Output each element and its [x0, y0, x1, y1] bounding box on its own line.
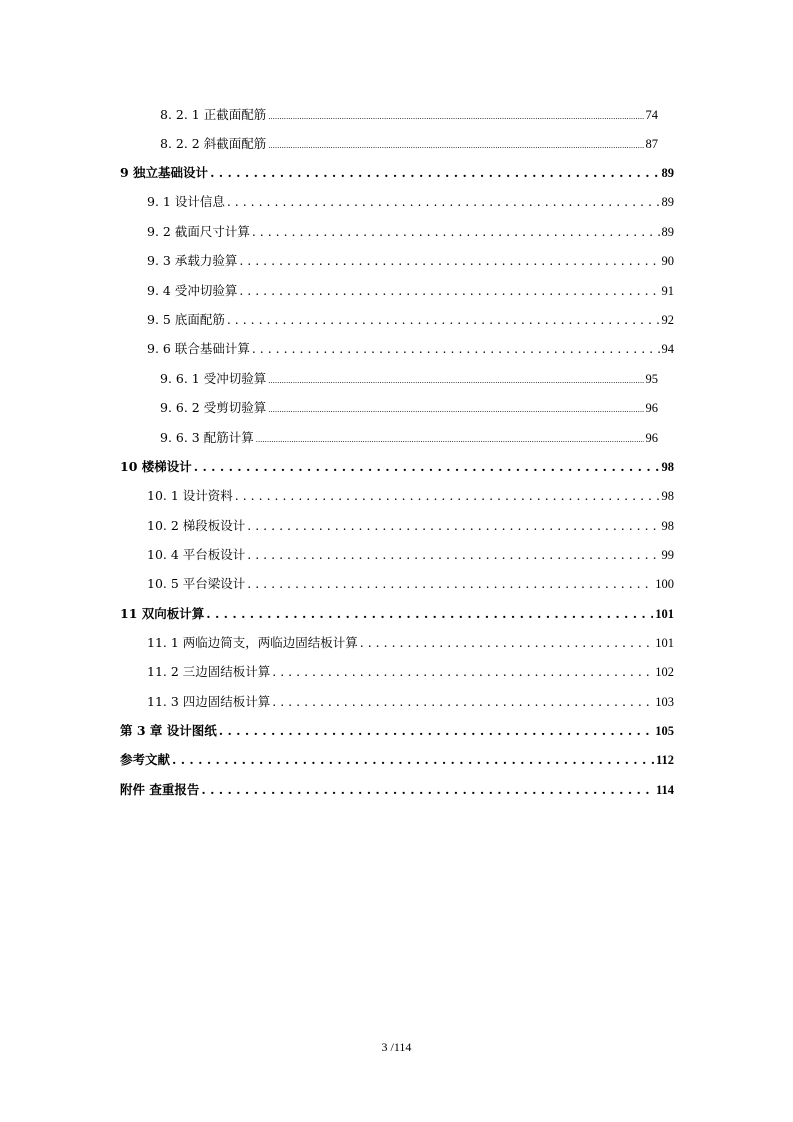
- toc-entry-label: 10. 1 设计资料: [147, 488, 233, 503]
- toc-entry-label: 10. 4 平台板设计: [147, 547, 246, 562]
- toc-entry[interactable]: [147, 192, 674, 212]
- toc-entry-page: 89: [661, 166, 674, 180]
- dot-leader: [247, 545, 659, 565]
- toc-entry-label: 11 双向板计算: [120, 606, 205, 621]
- toc-entry-page: 74: [645, 108, 658, 122]
- toc-entry[interactable]: [120, 780, 674, 800]
- dot-leader: [360, 633, 653, 653]
- dot-leader: [206, 604, 653, 624]
- toc-entry[interactable]: [120, 604, 674, 624]
- toc-entry[interactable]: [147, 486, 674, 506]
- toc-entry-page: 105: [655, 724, 674, 738]
- toc-entry-label: 9. 6. 2 受剪切验算: [160, 400, 267, 415]
- toc-entry-label: 10. 5 平台梁设计: [147, 576, 246, 591]
- toc-entry-page: 99: [661, 548, 674, 562]
- toc-entry-label: 11. 1 两临边简支，两临边固结板计算: [147, 635, 358, 650]
- toc-entry-page: 102: [655, 665, 674, 679]
- toc-entry-page: 98: [661, 489, 674, 503]
- dot-leader: [247, 516, 659, 536]
- toc-entry-label: 参考文献: [120, 752, 171, 767]
- toc-entry-label: 9. 6. 3 配筋计算: [160, 430, 254, 445]
- toc-entry-page: 114: [655, 783, 674, 797]
- dot-leader: [247, 574, 653, 594]
- toc-entry[interactable]: [147, 574, 674, 594]
- toc-entry[interactable]: [120, 750, 674, 770]
- toc-entry[interactable]: [160, 105, 658, 125]
- toc-entry-page: 95: [645, 372, 658, 386]
- toc-entry-label: 11. 2 三边固结板计算: [147, 664, 271, 679]
- toc-entry-label: 11. 3 四边固结板计算: [147, 694, 271, 709]
- toc-entry-label: 8. 2. 2 斜截面配筋: [160, 136, 267, 151]
- toc-entry[interactable]: [120, 457, 674, 477]
- toc-entry-page: 89: [661, 195, 674, 209]
- toc-entry-label: 9. 5 底面配筋: [147, 312, 225, 327]
- toc-entry[interactable]: [147, 516, 674, 536]
- toc-entry[interactable]: [147, 633, 674, 653]
- toc-entry-page: 94: [661, 342, 674, 356]
- toc-entry-label: 9. 1 设计信息: [147, 194, 225, 209]
- dot-leader: [268, 107, 643, 127]
- toc-entry-label: 9. 2 截面尺寸计算: [147, 224, 250, 239]
- dot-leader: [268, 400, 643, 420]
- toc-entry-label: 9 独立基础设计: [120, 165, 209, 180]
- toc-entry[interactable]: [160, 134, 658, 154]
- dot-leader: [252, 339, 660, 359]
- toc-entry-label: 附件 查重报告: [120, 782, 200, 797]
- toc-entry-page: 100: [655, 577, 674, 591]
- toc-entry[interactable]: [147, 281, 674, 301]
- toc-entry-label: 10 楼梯设计: [120, 459, 192, 474]
- toc-entry[interactable]: [147, 251, 674, 271]
- toc-entry-page: 96: [645, 401, 658, 415]
- toc-entry[interactable]: [147, 339, 674, 359]
- toc-entry[interactable]: [147, 545, 674, 565]
- toc-entry-label: 9. 4 受冲切验算: [147, 283, 238, 298]
- toc-entry-page: 87: [645, 137, 658, 151]
- toc-entry-page: 89: [661, 225, 674, 239]
- toc-entry-page: 98: [661, 519, 674, 533]
- dot-leader: [210, 163, 659, 183]
- toc-entry-page: 103: [655, 695, 674, 709]
- toc-entry-page: 98: [661, 460, 674, 474]
- toc-entry-label: 9. 6 联合基础计算: [147, 341, 250, 356]
- dot-leader: [256, 430, 644, 450]
- dot-leader: [239, 251, 659, 271]
- dot-leader: [239, 281, 659, 301]
- dot-leader: [272, 662, 653, 682]
- toc-entry-page: 90: [661, 254, 674, 268]
- toc-entry[interactable]: [160, 428, 658, 448]
- toc-entry-label: 10. 2 梯段板设计: [147, 518, 246, 533]
- toc-entry-label: 第 3 章 设计图纸: [120, 723, 217, 738]
- toc-entry-page: 96: [645, 431, 658, 445]
- page-number-footer: 3 /114: [381, 1040, 412, 1054]
- dot-leader: [272, 692, 653, 712]
- dot-leader: [219, 721, 653, 741]
- dot-leader: [172, 750, 654, 770]
- toc-entry-page: 91: [661, 284, 674, 298]
- toc-entry[interactable]: [147, 662, 674, 682]
- dot-leader: [227, 192, 660, 212]
- toc-entry-label: 9. 6. 1 受冲切验算: [160, 371, 267, 386]
- dot-leader: [201, 780, 654, 800]
- toc-entry[interactable]: [160, 398, 658, 418]
- toc-entry[interactable]: [120, 163, 674, 183]
- toc-entry[interactable]: [147, 692, 674, 712]
- toc-entry[interactable]: [147, 222, 674, 242]
- dot-leader: [227, 310, 660, 330]
- toc-entry-page: 101: [655, 607, 674, 621]
- toc-entry-page: 92: [661, 313, 674, 327]
- dot-leader: [194, 457, 660, 477]
- dot-leader: [235, 486, 660, 506]
- dot-leader: [268, 371, 643, 391]
- toc-entry[interactable]: [120, 721, 674, 741]
- toc-entry[interactable]: [147, 310, 674, 330]
- toc-entry-label: 8. 2. 1 正截面配筋: [160, 107, 267, 122]
- dot-leader: [268, 136, 643, 156]
- toc-entry-label: 9. 3 承载力验算: [147, 253, 238, 268]
- toc-entry-page: 101: [655, 636, 674, 650]
- toc-entry[interactable]: [160, 369, 658, 389]
- toc-entry-page: 112: [655, 753, 674, 767]
- dot-leader: [252, 222, 660, 242]
